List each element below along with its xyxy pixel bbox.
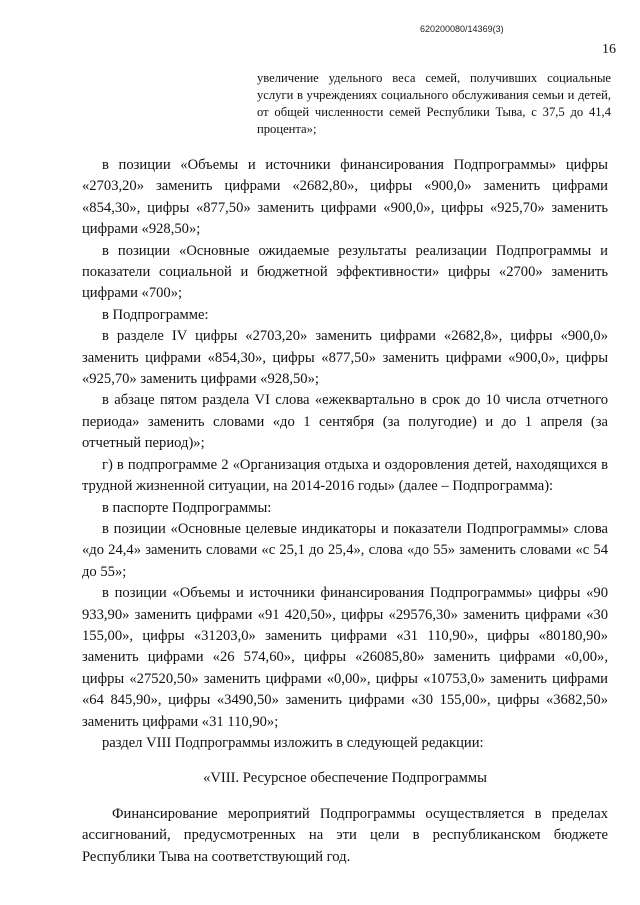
paragraph: в разделе IV цифры «2703,20» заменить цифрами «2682,8», цифры «900,0» заменить цифрами «854,30», цифры «877,50» заменить цифрами «900,0», цифры «925,70» заменить цифрами «928,50»; — [82, 328, 608, 388]
document-code: 620200080/14369(3) — [420, 24, 504, 34]
paragraph: в паспорте Подпрограммы: — [102, 499, 272, 516]
paragraph: в Подпрограмме: — [102, 306, 209, 323]
page-number: 16 — [602, 42, 616, 57]
document-body — [82, 155, 608, 868]
paragraph: в позиции «Основные ожидаемые результаты реализации Подпрограммы и показатели социальной и бюджетной эффективности» цифры «2700» заменить цифрами «700»; — [82, 242, 608, 302]
paragraph: г) в подпрограмме 2 «Организация отдыха и оздоровления детей, находящихся в трудной жизненной ситуации, на 2014-2016 годы» (далее – Подпрограмма): — [82, 456, 608, 495]
quoted-indicator-text: увеличение удельного веса семей, получивших социальные услуги в учреждениях социального обслуживания семьи и детей, от общей численности семей Республики Тыва, с 37,5 до 41,4 процента»; — [257, 71, 611, 136]
paragraph: в позиции «Объемы и источники финансирования Подпрограммы» цифры «90 933,90» заменить цифрами «91 420,50», цифры «29576,30» заменить цифрами «30 155,00», цифры «31203,0» заменить цифрами «31 110,90», цифры «80180,90» заменить цифрами «26 574,60», цифры «26085,80» заменить цифрами «0,00», цифры «27520,50» заменить цифрами «0,00», цифры «10753,0» заменить цифрами «64 845,90», цифры «3490,50» заменить цифрами «30 155,00», цифры «3682,50» заменить цифрами «31 110,90»; — [82, 585, 608, 730]
paragraph: в абзаце пятом раздела VI слова «ежеквартально в срок до 10 числа отчетного периода» заменить словами «до 1 сентября (за полугодие) и до 1 апреля (за отчетный период)»; — [82, 392, 608, 452]
paragraph: в позиции «Основные целевые индикаторы и показатели Подпрограммы» слова «до 24,4» заменить словами «с 25,1 до 25,4», слова «до 55» заменить словами «с 54 до 55»; — [82, 520, 608, 580]
paragraph-final: Финансирование мероприятий Подпрограммы осуществляется в пределах ассигнований, предусмотренных на эти цели в республиканском бюджете Республики Тыва на соответствующий год. — [82, 805, 608, 865]
paragraph: раздел VIII Подпрограммы изложить в следующей редакции: — [102, 734, 484, 751]
paragraph: в позиции «Объемы и источники финансирования Подпрограммы» цифры «2703,20» заменить цифрами «2682,80», цифры «900,0» заменить цифрами «854,30», цифры «877,50» заменить цифрами «900,0», цифры «925,70» заменить цифрами «928,50»; — [82, 157, 608, 238]
section-title: «VIII. Ресурсное обеспечение Подпрограммы — [203, 770, 487, 787]
